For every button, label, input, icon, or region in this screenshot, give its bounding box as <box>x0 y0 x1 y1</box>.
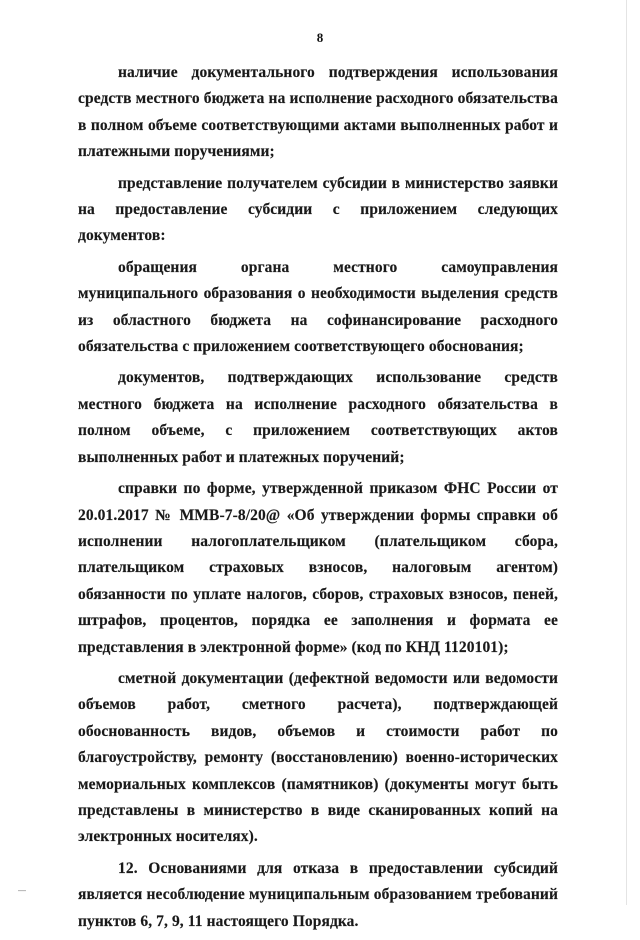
page-edge-line <box>626 0 627 905</box>
paragraph-documentary-confirmation: наличие документального подтверждения использования средств местного бюджета на исполнение расходного обязательства в полном объеме соответствующими актами выполненных работ и платежными поручениями; <box>78 64 558 161</box>
paragraph-refusal-grounds: 12. Основаниями для отказа в предоставлении субсидий является несоблюдение муниципальным образованием требований пунктов 6, 7, 9, 11 настоящего Порядка. <box>78 859 558 930</box>
paragraph-supporting-documents: документов, подтверждающих использование средств местного бюджета на исполнение расходного обязательства в полном объеме, с приложением соответствующих актов выполненных работ и платежных поручений; <box>78 369 558 466</box>
document-body <box>78 60 558 940</box>
page-number: 8 <box>316 30 324 45</box>
paragraph-tax-certificate: справки по форме, утвержденной приказом ФНС России от 20.01.2017 № ММВ-7-8/20@ «Об утверждении формы справки об исполнении налогоплательщиком (плательщиком сбора, плательщиком страховых взносов, налоговым агентом) обязанности по уплате налогов, сборов, страховых взносов, пеней, штрафов, процентов, порядка ее заполнения и формата ее представления в электронной форме» (код по КНД 1120101); <box>78 480 558 656</box>
paragraph-local-government-appeal: обращения органа местного самоуправления муниципального образования о необходимости выделения средств из областного бюджета на софинансирование расходного обязательства с приложением соответствующего обоснования; <box>78 258 558 356</box>
paragraph-application-submission: представление получателем субсидии в министерство заявки на предоставление субсидии с приложением следующих документов: <box>78 174 558 245</box>
footer-mark: — <box>18 886 26 895</box>
paragraph-estimate-documentation: сметной документации (дефектной ведомости или ведомости объемов работ, сметного расчета), подтверждающей обоснованность видов, объемов и стоимости работ по благоустройству, ремонту (восстановлению) военно-исторических мемориальных комплексов (памятников) (документы могут быть представлены в министерство в виде сканированных копий на электронных носителях). <box>78 669 558 846</box>
